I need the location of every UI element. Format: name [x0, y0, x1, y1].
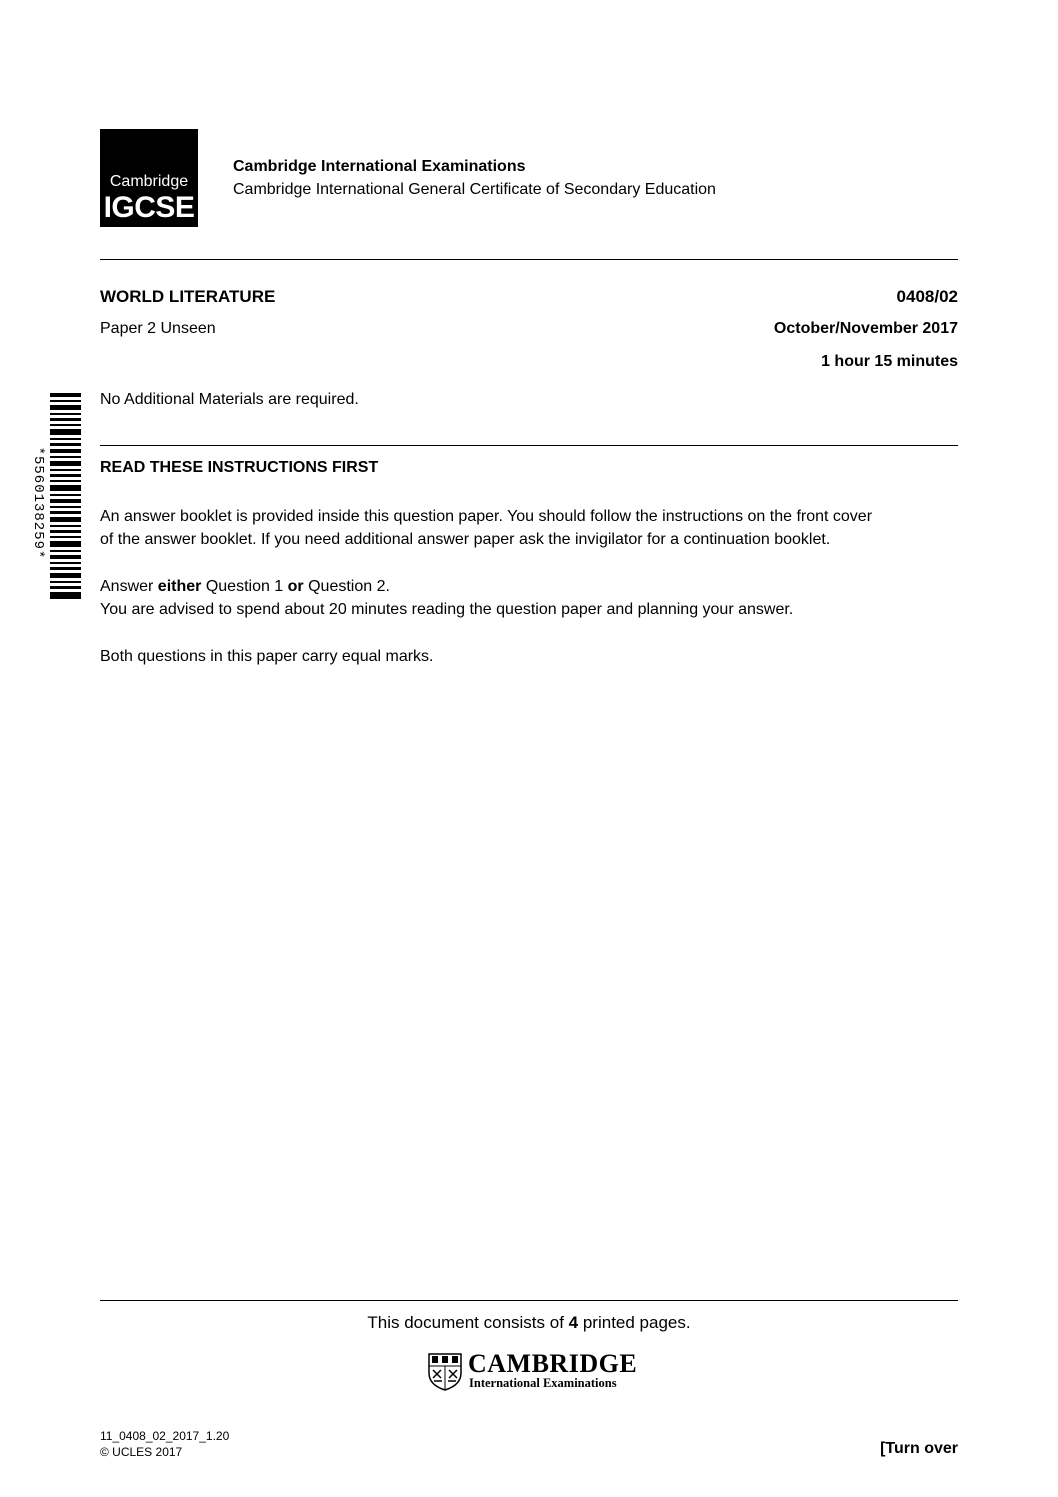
exam-board: Cambridge International Examinations: [233, 158, 526, 175]
page-count-text-b: printed pages.: [578, 1313, 691, 1332]
instructions-paragraph-2: [100, 575, 960, 621]
barcode-number-text: *5560138259*: [30, 446, 46, 560]
copyright: © UCLES 2017: [100, 1445, 183, 1459]
header-divider: [100, 259, 958, 260]
footer-divider: [100, 1300, 958, 1301]
subject-title: WORLD LITERATURE: [100, 287, 276, 306]
exam-duration: 1 hour 15 minutes: [821, 353, 958, 370]
cambridge-igcse-logo: [100, 129, 198, 227]
instructions-divider: [100, 445, 958, 446]
document-reference: 11_0408_02_2017_1.20: [100, 1429, 230, 1443]
logo-line-cambridge: Cambridge: [109, 173, 189, 190]
answer-text-or: or: [287, 578, 304, 595]
materials-note: No Additional Materials are required.: [100, 391, 359, 408]
page-count-note: [0, 1313, 1058, 1333]
turn-over: [Turn over: [880, 1440, 958, 1457]
answer-text-b: Question 1: [201, 578, 288, 595]
logo-line-igcse: IGCSE: [103, 191, 195, 224]
answer-text-c: Question 2.: [303, 578, 390, 595]
barcode-number: [30, 433, 46, 573]
answer-choice-line: [100, 575, 960, 598]
cambridge-wordmark: CAMBRIDGE: [468, 1349, 638, 1378]
time-advice-line: You are advised to spend about 20 minutes reading the question paper and planning your answer.: [100, 601, 794, 618]
cambridge-wordmark-sub: International Examinations: [469, 1376, 617, 1390]
instructions-p1-line2: of the answer booklet. If you need additional answer paper ask the invigilator for a continuation booklet.: [100, 531, 831, 548]
qualification-title: Cambridge International General Certificate of Secondary Education: [233, 181, 716, 198]
paper-name: Paper 2 Unseen: [100, 320, 216, 337]
page-count-text-a: This document consists of: [367, 1313, 569, 1332]
instructions-p1-line1: An answer booklet is provided inside this question paper. You should follow the instructions on the front cover: [100, 508, 873, 525]
exam-session: October/November 2017: [773, 320, 958, 337]
instructions-paragraph-1: [100, 505, 960, 551]
instructions-heading: READ THESE INSTRUCTIONS FIRST: [100, 459, 379, 476]
barcode-graphic: [50, 393, 81, 599]
equal-marks-note: Both questions in this paper carry equal marks.: [100, 648, 434, 665]
answer-text-either: either: [157, 578, 202, 595]
paper-code: 0408/02: [896, 287, 958, 306]
answer-text-a: Answer: [100, 578, 158, 595]
page-count-number: 4: [568, 1313, 579, 1332]
cambridge-shield-icon: [428, 1353, 462, 1391]
